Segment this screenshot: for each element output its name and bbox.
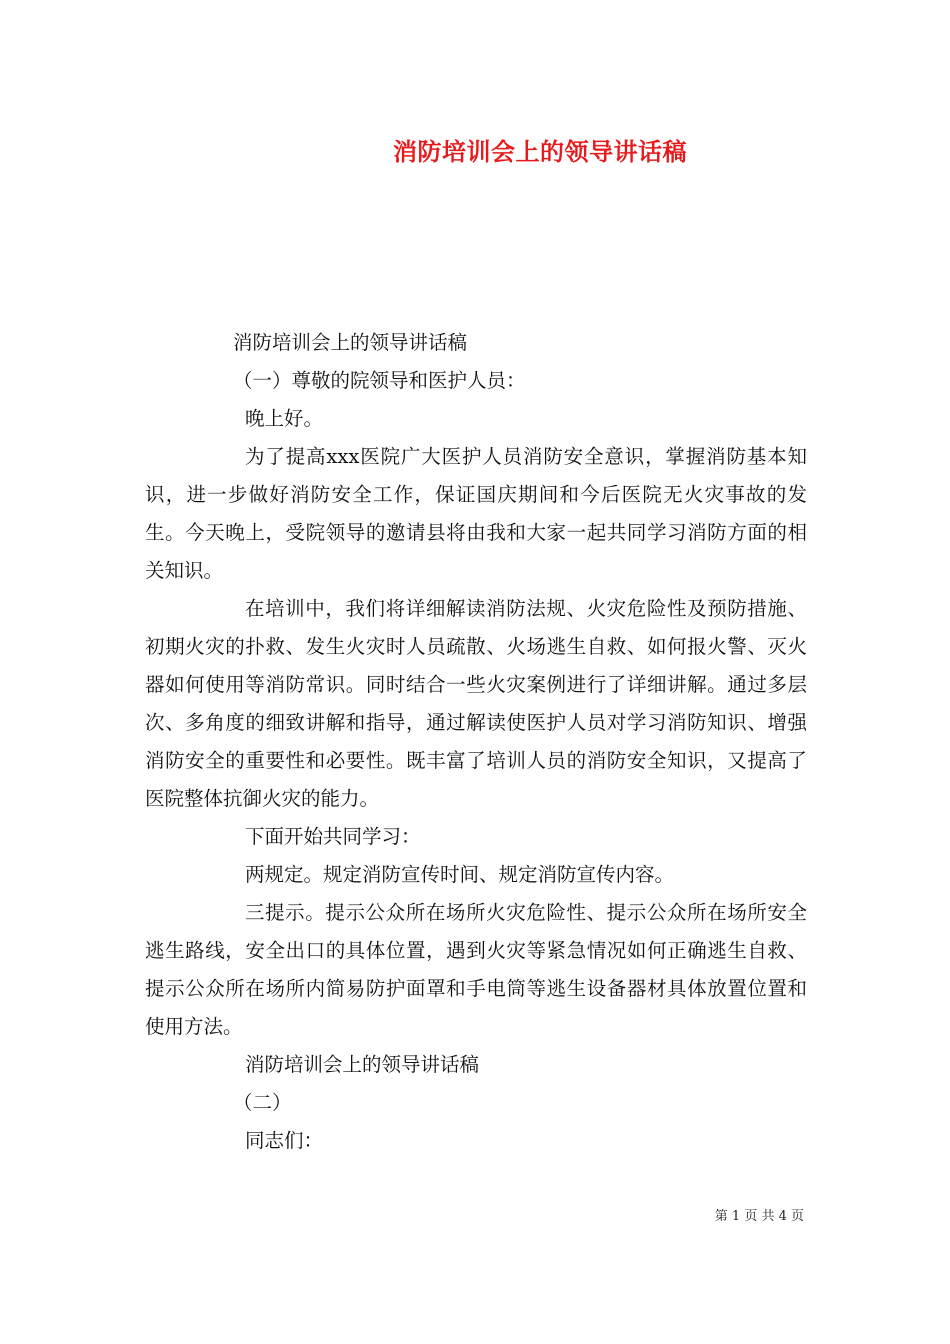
paragraph: 下面开始共同学习： [245, 825, 421, 848]
salutation: 同志们： [245, 1129, 324, 1152]
paragraph: 在培训中，我们将详细解读消防法规、火灾危险性及预防措施、初期火灾的扑救、发生火灾时人员疏散、火场逃生自救、如何报火警、灭火器如何使用等消防常识。同时结合一些火灾案例进行了详细讲解。通过多层次、多角度的细致讲解和指导，通过解读使医护人员对学习消防知识、增强消防安全的重要性和必要性。既丰富了培训人员的消防安全知识，又提高了医院整体抗御火灾的能力。 [145, 597, 807, 810]
page-title: 消防培训会上的领导讲话稿 [393, 138, 687, 166]
page-footer: 第 1 页 共 4 页 [714, 1209, 804, 1224]
greeting: 晚上好。 [245, 407, 324, 430]
salutation: （一）尊敬的院领导和医护人员： [233, 369, 526, 392]
document-body [145, 324, 807, 1160]
section-heading: 消防培训会上的领导讲话稿 [233, 331, 468, 354]
paragraph: 为了提高xxx医院广大医护人员消防安全意识，掌握消防基本知识，进一步做好消防安全工作，保证国庆期间和今后医院无火灾事故的发生。今天晚上，受院领导的邀请县将由我和大家一起共同学习消防方面的相关知识。 [145, 445, 807, 582]
section-heading: 消防培训会上的领导讲话稿 [245, 1053, 480, 1076]
paragraph: 三提示。提示公众所在场所火灾危险性、提示公众所在场所安全逃生路线，安全出口的具体位置，遇到火灾等紧急情况如何正确逃生自救、提示公众所在场所内简易防护面罩和手电筒等逃生设备器材具体放置位置和使用方法。 [145, 901, 807, 1038]
section-number: （二） [233, 1091, 292, 1114]
paragraph: 两规定。规定消防宣传时间、规定消防宣传内容。 [245, 863, 675, 886]
